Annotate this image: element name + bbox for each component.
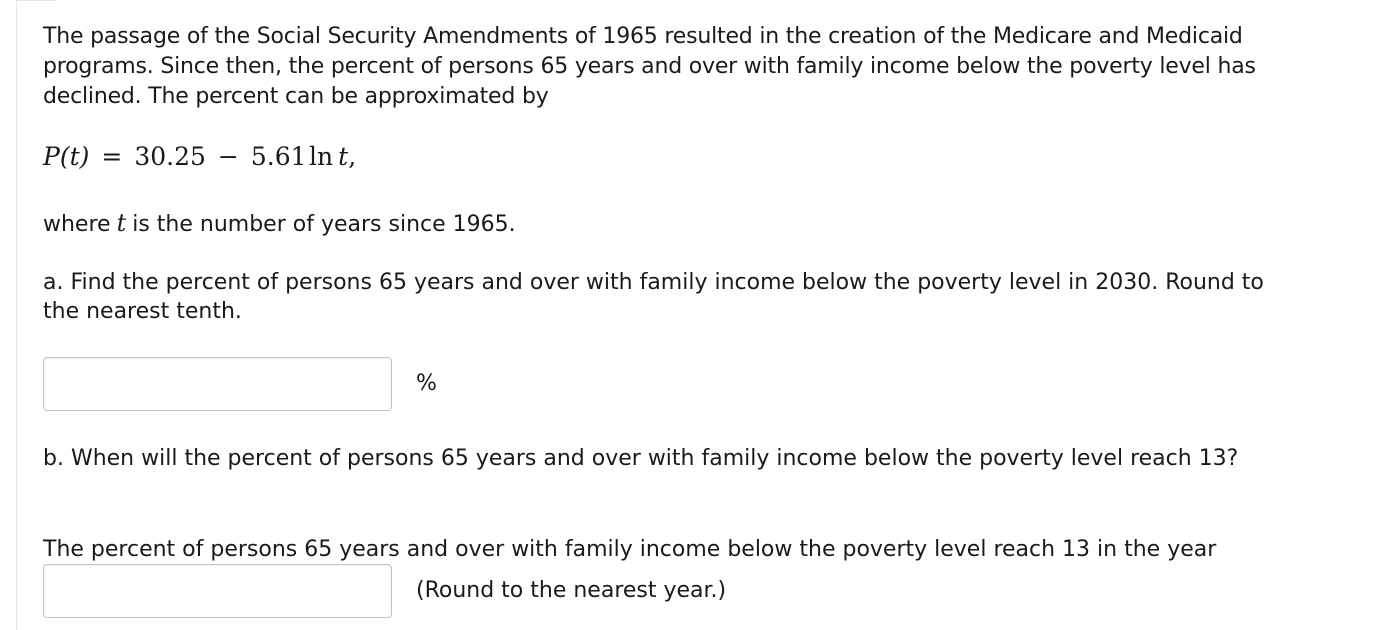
formula-func: ln [309,142,334,171]
formula-trail: , [348,142,357,171]
part-b-answer-input[interactable] [43,564,392,618]
formula-coefficient: 5.61 [250,142,307,171]
left-border-line [16,0,17,630]
formula-constant: 30.25 [134,142,206,171]
formula-lhs: P(t) [43,142,90,171]
where-var: t [116,209,127,237]
part-b-question: b. When will the percent of persons 65 years and over with family income below the poverty level reach 13? [43,446,1239,471]
formula-equals: = [101,142,123,171]
part-b-rounding-hint: (Round to the nearest year.) [416,578,727,603]
problem-intro-container [43,22,1343,112]
part-a-unit-label: % [416,371,437,396]
part-a-question: a. Find the percent of persons 65 years and over with family income below the poverty level in 2030. Round to the nearest tenth. [43,270,1264,324]
top-border-line [16,0,56,1]
formula [43,140,356,174]
variable-definition [43,208,516,240]
part-b-lead-text: The percent of persons 65 years and over with family income below the poverty level reach 13 in the year [43,537,1217,562]
where-before: where [43,212,111,237]
formula-minus: − [217,142,239,171]
problem-intro-text: The passage of the Social Security Amendments of 1965 resulted in the creation of the Medicare and Medicaid programs. Since then, the percent of persons 65 years and over with family income below the poverty level has declined. The percent can be approximated by [43,24,1256,109]
part-a-answer-input[interactable] [43,357,392,411]
where-after: is the number of years since 1965. [132,212,516,237]
formula-var: t [338,142,349,171]
